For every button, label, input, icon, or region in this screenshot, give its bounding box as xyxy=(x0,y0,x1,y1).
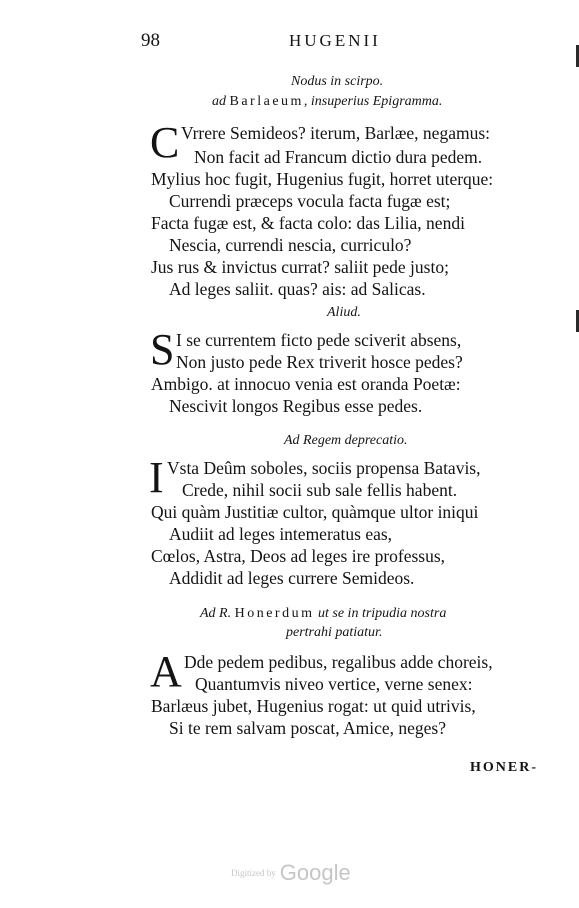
verse-line: Audiit ad leges intemeratus eas, xyxy=(169,524,393,544)
verse-line: Jus rus & invictus currat? saliit pede justo; xyxy=(151,257,449,277)
verse-line: Barlæus jubet, Hugenius rogat: ut quid utrivis, xyxy=(151,696,476,716)
section-1-subtitle xyxy=(212,94,442,110)
verse-line: Facta fugæ est, & facta colo: das Lilia, nendi xyxy=(151,213,465,233)
digitization-watermark xyxy=(231,860,351,886)
verse-line: Crede, nihil socii sub sale fellis habent. xyxy=(182,480,458,500)
section-4-title-line-2: pertrahi patiatur. xyxy=(286,625,383,640)
verse-line: I se currentem ficto pede sciverit absens, xyxy=(176,330,462,350)
title-rest: ut se in tripudia nostra xyxy=(314,606,447,621)
verse-line: Mylius hoc fugit, Hugenius fugit, horret uterque: xyxy=(151,169,494,189)
verse-line: Nescivit longos Regibus esse pedes. xyxy=(169,396,423,416)
verse-line: Nescia, currendi nescia, curriculo? xyxy=(169,235,412,255)
verse-line: Quantumvis niveo vertice, verne senex: xyxy=(195,674,473,694)
section-2-title: Aliud. xyxy=(327,305,361,320)
running-title: HUGENII xyxy=(289,31,381,50)
verse-line: Ambigo. at innocuo venia est oranda Poetæ: xyxy=(151,374,461,394)
section-3-title: Ad Regem deprecatio. xyxy=(284,433,408,448)
title-name: Honerdum xyxy=(234,606,315,621)
drop-cap: S xyxy=(150,325,175,374)
verse-line: Addidit ad leges currere Semideos. xyxy=(169,568,415,588)
page-number: 98 xyxy=(141,30,160,51)
verse-line: Vrrere Semideos? iterum, Barlæe, negamus: xyxy=(181,123,490,143)
verse-line: Non facit ad Francum dictio dura pedem. xyxy=(194,147,483,167)
verse-line: Dde pedem pedibus, regalibus adde choreis, xyxy=(184,652,493,672)
verse-line: Currendi præceps vocula facta fugæ est; xyxy=(169,191,451,211)
subtitle-rest: , insuperius Epigramma. xyxy=(303,94,443,109)
title-prefix: Ad R. xyxy=(200,606,235,621)
subtitle-prefix: ad xyxy=(212,94,230,109)
running-head xyxy=(0,30,579,58)
verse-line: Si te rem salvam poscat, Amice, neges? xyxy=(169,718,447,738)
watermark-prefix: Digitized by xyxy=(231,868,276,878)
drop-cap: I xyxy=(149,453,164,502)
verse-line: Vsta Deûm soboles, sociis propensa Batavis, xyxy=(167,458,481,478)
subtitle-name: Barlaeum xyxy=(229,94,304,109)
verse-line: Non justo pede Rex triverit hosce pedes? xyxy=(176,352,463,372)
drop-cap: C xyxy=(150,118,180,167)
verse-line: Ad leges saliit. quas? ais: ad Salicas. xyxy=(169,279,426,299)
catchword: HONER- xyxy=(470,760,538,775)
verse-line: Qui quàm Justitiæ cultor, quàmque ultor iniqui xyxy=(151,502,479,522)
section-4-title xyxy=(200,606,446,622)
drop-cap: A xyxy=(150,647,182,696)
section-1-title: Nodus in scirpo. xyxy=(291,74,384,89)
watermark-brand: Google xyxy=(279,860,351,885)
verse-line: Cœlos, Astra, Deos ad leges ire professus, xyxy=(151,546,446,566)
